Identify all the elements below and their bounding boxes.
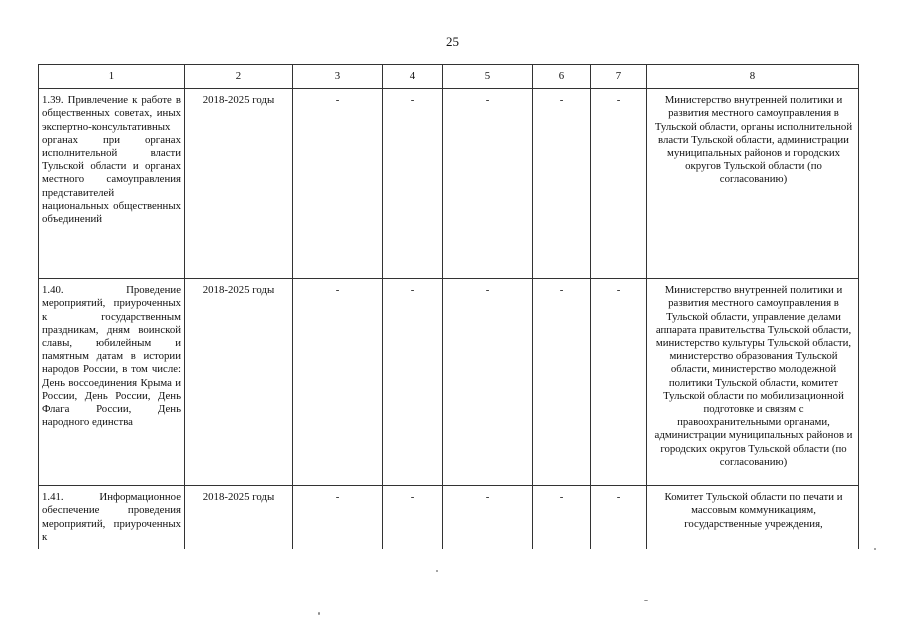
column-header-2: 2: [185, 65, 293, 89]
column-header-6: 6: [533, 65, 591, 89]
measure-executors: Министерство внутренней политики и развития местного самоуправления в Тульской области, управление делами аппарата правительства Тульской области, министерство культуры Тульской области, министерство образования Тульской области, министерство молодежной политики Тульской области, комитет Тульской области по мобилизационной подготовке и связям с правоохранительными органами, администрации муниципальных районов и городских округов Тульской области (по согласованию): [647, 279, 859, 486]
table-row: [39, 279, 859, 486]
program-measures-table: [38, 64, 859, 549]
measure-cell-3: -: [293, 279, 383, 486]
column-header-1: 1: [39, 65, 185, 89]
measure-period: 2018-2025 годы: [185, 89, 293, 279]
scan-speck: [874, 548, 876, 550]
measure-description: 1.40. Проведение мероприятий, приуроченных к государственным праздникам, дням воинской славы, юбилейным и памятным датам в истории народов России, в том числе: День воссоединения Крыма и России, День России, День Флага России, День народного единства: [39, 279, 185, 486]
page-number: 25: [446, 34, 459, 49]
column-header-4: 4: [383, 65, 443, 89]
measure-cell-4: -: [383, 486, 443, 549]
measure-executors: Комитет Тульской области по печати и массовым коммуникациям, государственные учреждения,: [647, 486, 859, 549]
measure-cell-6: -: [533, 279, 591, 486]
table-row: [39, 486, 859, 549]
header-row: [39, 65, 859, 89]
measure-cell-7: -: [591, 89, 647, 279]
measure-description: 1.39. Привлечение к работе в общественных советах, иных экспертно-консультативных органах при органах исполнительной власти Тульской области и органах местного самоуправления представителей национальных общественных объединений: [39, 89, 185, 279]
measure-cell-5: -: [443, 279, 533, 486]
measure-description: 1.41. Информационное обеспечение проведения мероприятий, приуроченных к: [39, 486, 185, 549]
scan-speck: [318, 612, 320, 615]
measure-cell-7: -: [591, 279, 647, 486]
scan-speck: [644, 600, 648, 601]
measure-executors: Министерство внутренней политики и развития местного самоуправления в Тульской области, органы исполнительной власти Тульской области, администрации муниципальных районов и городских округов Тульской области (по согласованию): [647, 89, 859, 279]
column-header-8: 8: [647, 65, 859, 89]
measure-cell-3: -: [293, 89, 383, 279]
table-row: [39, 89, 859, 279]
measure-period: 2018-2025 годы: [185, 486, 293, 549]
measure-cell-5: -: [443, 486, 533, 549]
measure-period: 2018-2025 годы: [185, 279, 293, 486]
column-header-5: 5: [443, 65, 533, 89]
measure-cell-4: -: [383, 89, 443, 279]
column-header-7: 7: [591, 65, 647, 89]
column-header-3: 3: [293, 65, 383, 89]
measure-cell-6: -: [533, 486, 591, 549]
scan-speck: [436, 570, 438, 572]
measure-cell-4: -: [383, 279, 443, 486]
measure-cell-5: -: [443, 89, 533, 279]
measure-cell-3: -: [293, 486, 383, 549]
measure-cell-7: -: [591, 486, 647, 549]
measure-cell-6: -: [533, 89, 591, 279]
